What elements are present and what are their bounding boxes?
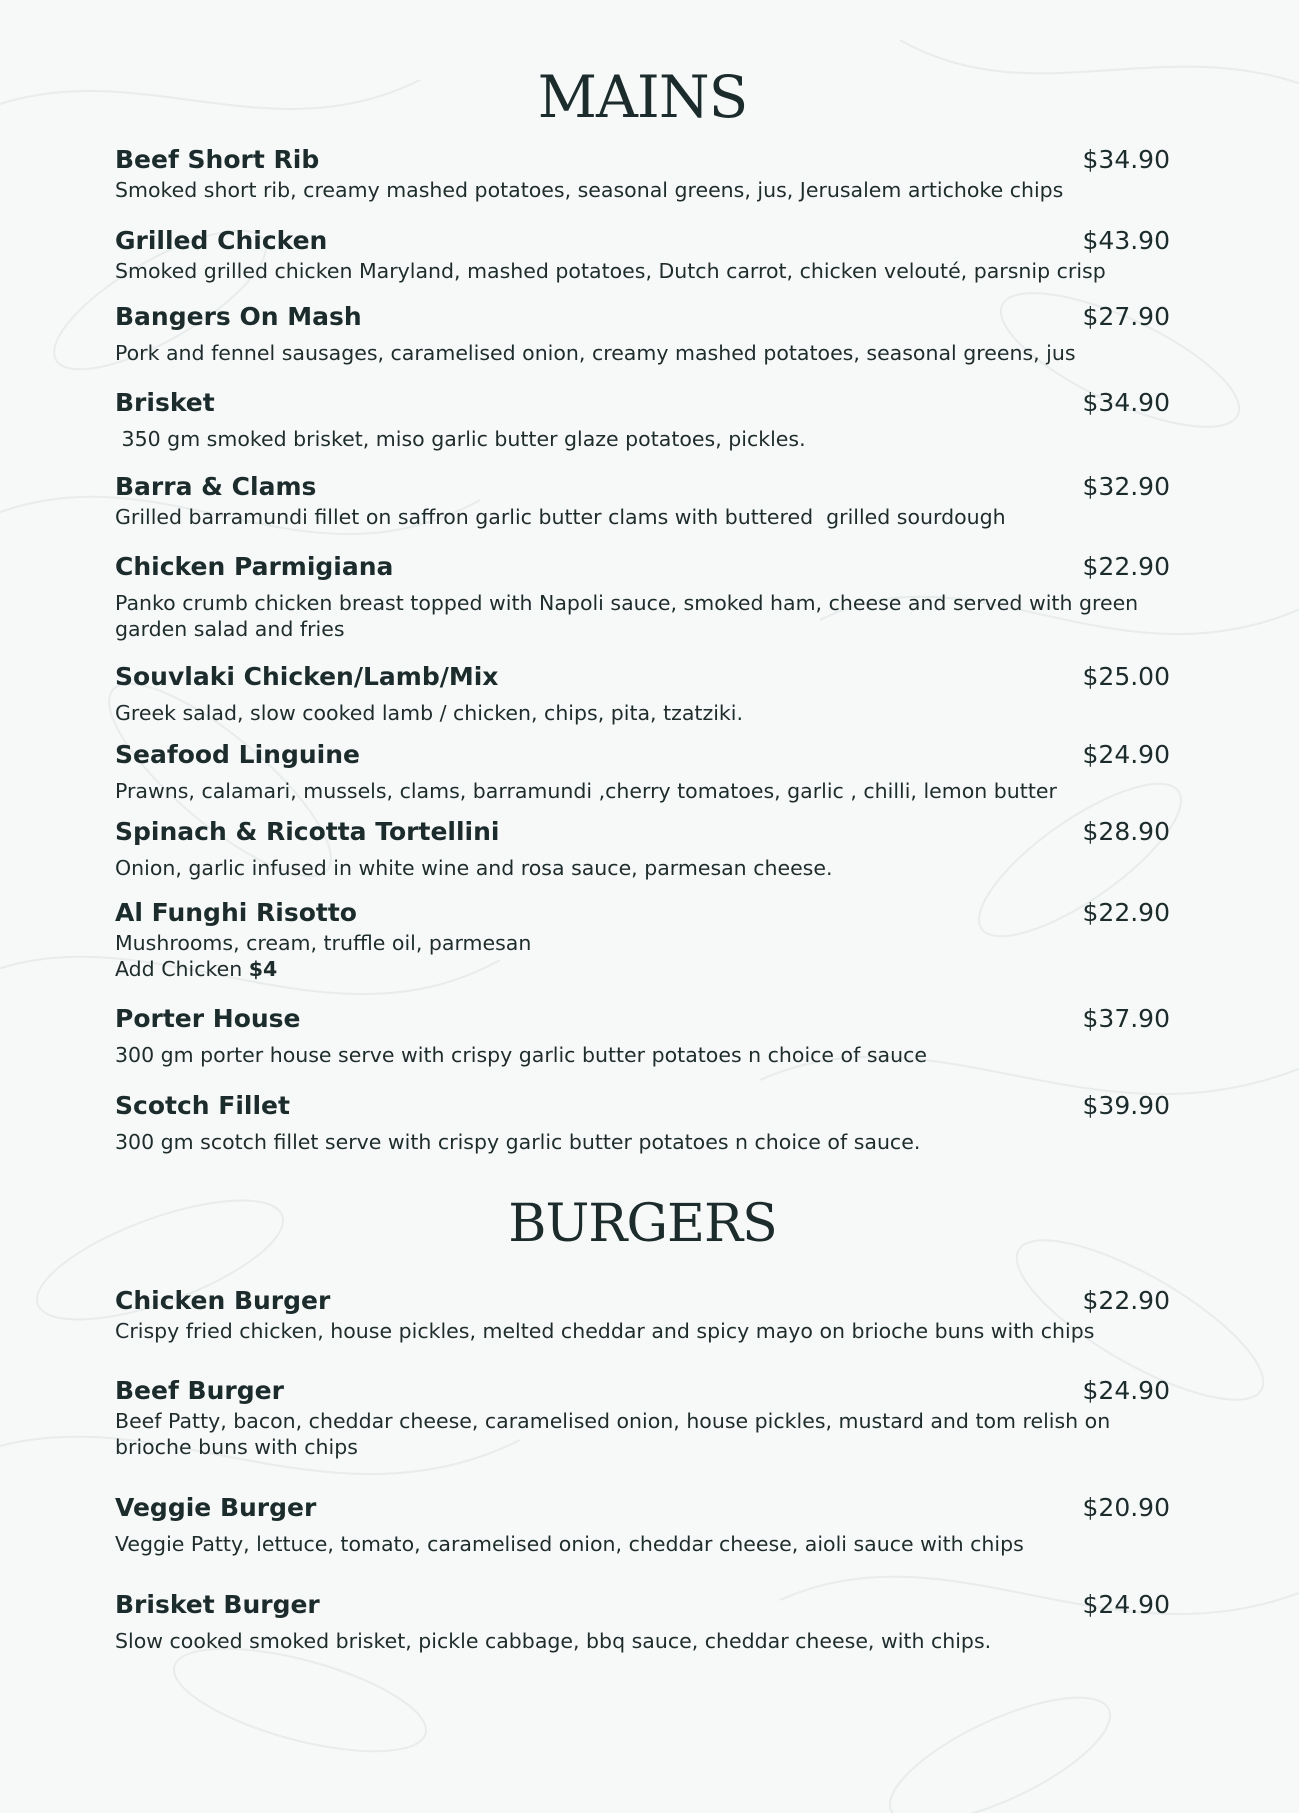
item-price: $32.90 [1082, 472, 1170, 501]
item-description: 300 gm porter house serve with crispy garlic butter potatoes n choice of sauce [115, 1043, 927, 1067]
item-name: Scotch Fillet [115, 1091, 290, 1120]
menu-item-barra-and-clams [115, 472, 1170, 530]
item-price: $25.00 [1082, 662, 1170, 691]
menu-item-beef-burger [115, 1376, 1170, 1460]
item-description: Prawns, calamari, mussels, clams, barramundi ,cherry tomatoes, garlic , chilli, lemon butter [115, 779, 1057, 803]
item-description: Smoked short rib, creamy mashed potatoes, seasonal greens, jus, Jerusalem artichoke chips [115, 178, 1064, 202]
item-name: Grilled Chicken [115, 226, 328, 255]
item-name: Bangers On Mash [115, 302, 362, 331]
item-price: $20.90 [1082, 1493, 1170, 1522]
item-description: Slow cooked smoked brisket, pickle cabbage, bbq sauce, cheddar cheese, with chips. [115, 1629, 992, 1653]
menu-item-grilled-chicken [115, 226, 1170, 284]
item-description: Onion, garlic infused in white wine and rosa sauce, parmesan cheese. [115, 856, 833, 880]
item-name: Beef Burger [115, 1376, 284, 1405]
item-price: $22.90 [1082, 1286, 1170, 1315]
item-price: $24.90 [1082, 740, 1170, 769]
item-description: 300 gm scotch fillet serve with crispy garlic butter potatoes n choice of sauce. [115, 1130, 921, 1154]
menu-item-brisket-burger [115, 1590, 1170, 1654]
addon-label: Add Chicken [115, 957, 249, 981]
item-addon [115, 956, 1170, 982]
burgers-section-title: BURGERS [508, 1194, 777, 1254]
addon-price: $4 [248, 957, 278, 981]
menu-item-spinach-ricotta-tortellini [115, 817, 1170, 881]
mains-section-title: MAINS [537, 63, 748, 131]
item-name: Barra & Clams [115, 472, 317, 501]
item-price: $37.90 [1082, 1004, 1170, 1033]
item-price: $28.90 [1082, 817, 1170, 846]
menu-item-bangers-on-mash [115, 302, 1170, 366]
item-price: $34.90 [1082, 388, 1170, 417]
item-name: Beef Short Rib [115, 145, 320, 174]
menu-item-scotch-fillet [115, 1091, 1170, 1155]
item-description: Veggie Patty, lettuce, tomato, caramelised onion, cheddar cheese, aioli sauce with chips [115, 1532, 1024, 1556]
menu-item-souvlaki [115, 662, 1170, 726]
item-name: Spinach & Ricotta Tortellini [115, 817, 500, 846]
item-description: 350 gm smoked brisket, miso garlic butter glaze potatoes, pickles. [115, 427, 806, 451]
item-description: Grilled barramundi fillet on saffron garlic butter clams with buttered grilled sourdough [115, 505, 1006, 529]
item-name: Veggie Burger [115, 1493, 317, 1522]
item-name: Chicken Parmigiana [115, 552, 394, 581]
item-description: Crispy fried chicken, house pickles, melted cheddar and spicy mayo on brioche buns with chips [115, 1319, 1095, 1343]
item-description: Smoked grilled chicken Maryland, mashed potatoes, Dutch carrot, chicken velouté, parsnip crisp [115, 259, 1106, 283]
menu-item-beef-short-rib [115, 145, 1170, 203]
item-name: Porter House [115, 1004, 301, 1033]
item-name: Al Funghi Risotto [115, 898, 357, 927]
item-price: $27.90 [1082, 302, 1170, 331]
menu-item-veggie-burger [115, 1493, 1170, 1557]
item-description: Pork and fennel sausages, caramelised onion, creamy mashed potatoes, seasonal greens, jus [115, 341, 1076, 365]
item-description: Mushrooms, cream, truffle oil, parmesan [115, 931, 532, 955]
menu-item-seafood-linguine [115, 740, 1170, 804]
item-name: Brisket [115, 388, 215, 417]
item-price: $22.90 [1082, 898, 1170, 927]
item-price: $24.90 [1082, 1590, 1170, 1619]
menu-item-chicken-parmigiana [115, 552, 1170, 642]
menu-item-brisket [115, 388, 1170, 452]
item-price: $43.90 [1082, 226, 1170, 255]
item-price: $39.90 [1082, 1091, 1170, 1120]
item-price: $24.90 [1082, 1376, 1170, 1405]
menu-item-al-funghi-risotto [115, 898, 1170, 982]
menu-item-porter-house [115, 1004, 1170, 1068]
item-name: Souvlaki Chicken/Lamb/Mix [115, 662, 499, 691]
item-name: Seafood Linguine [115, 740, 360, 769]
item-name: Chicken Burger [115, 1286, 331, 1315]
item-description: Greek salad, slow cooked lamb / chicken, chips, pita, tzatziki. [115, 701, 744, 725]
item-price: $34.90 [1082, 145, 1170, 174]
item-description: Panko crumb chicken breast topped with Napoli sauce, smoked ham, cheese and served with green garden salad and fries [115, 591, 1145, 641]
item-price: $22.90 [1082, 552, 1170, 581]
menu-item-chicken-burger [115, 1286, 1170, 1344]
item-description: Beef Patty, bacon, cheddar cheese, caramelised onion, house pickles, mustard and tom relish on brioche buns with chips [115, 1409, 1117, 1459]
item-name: Brisket Burger [115, 1590, 320, 1619]
